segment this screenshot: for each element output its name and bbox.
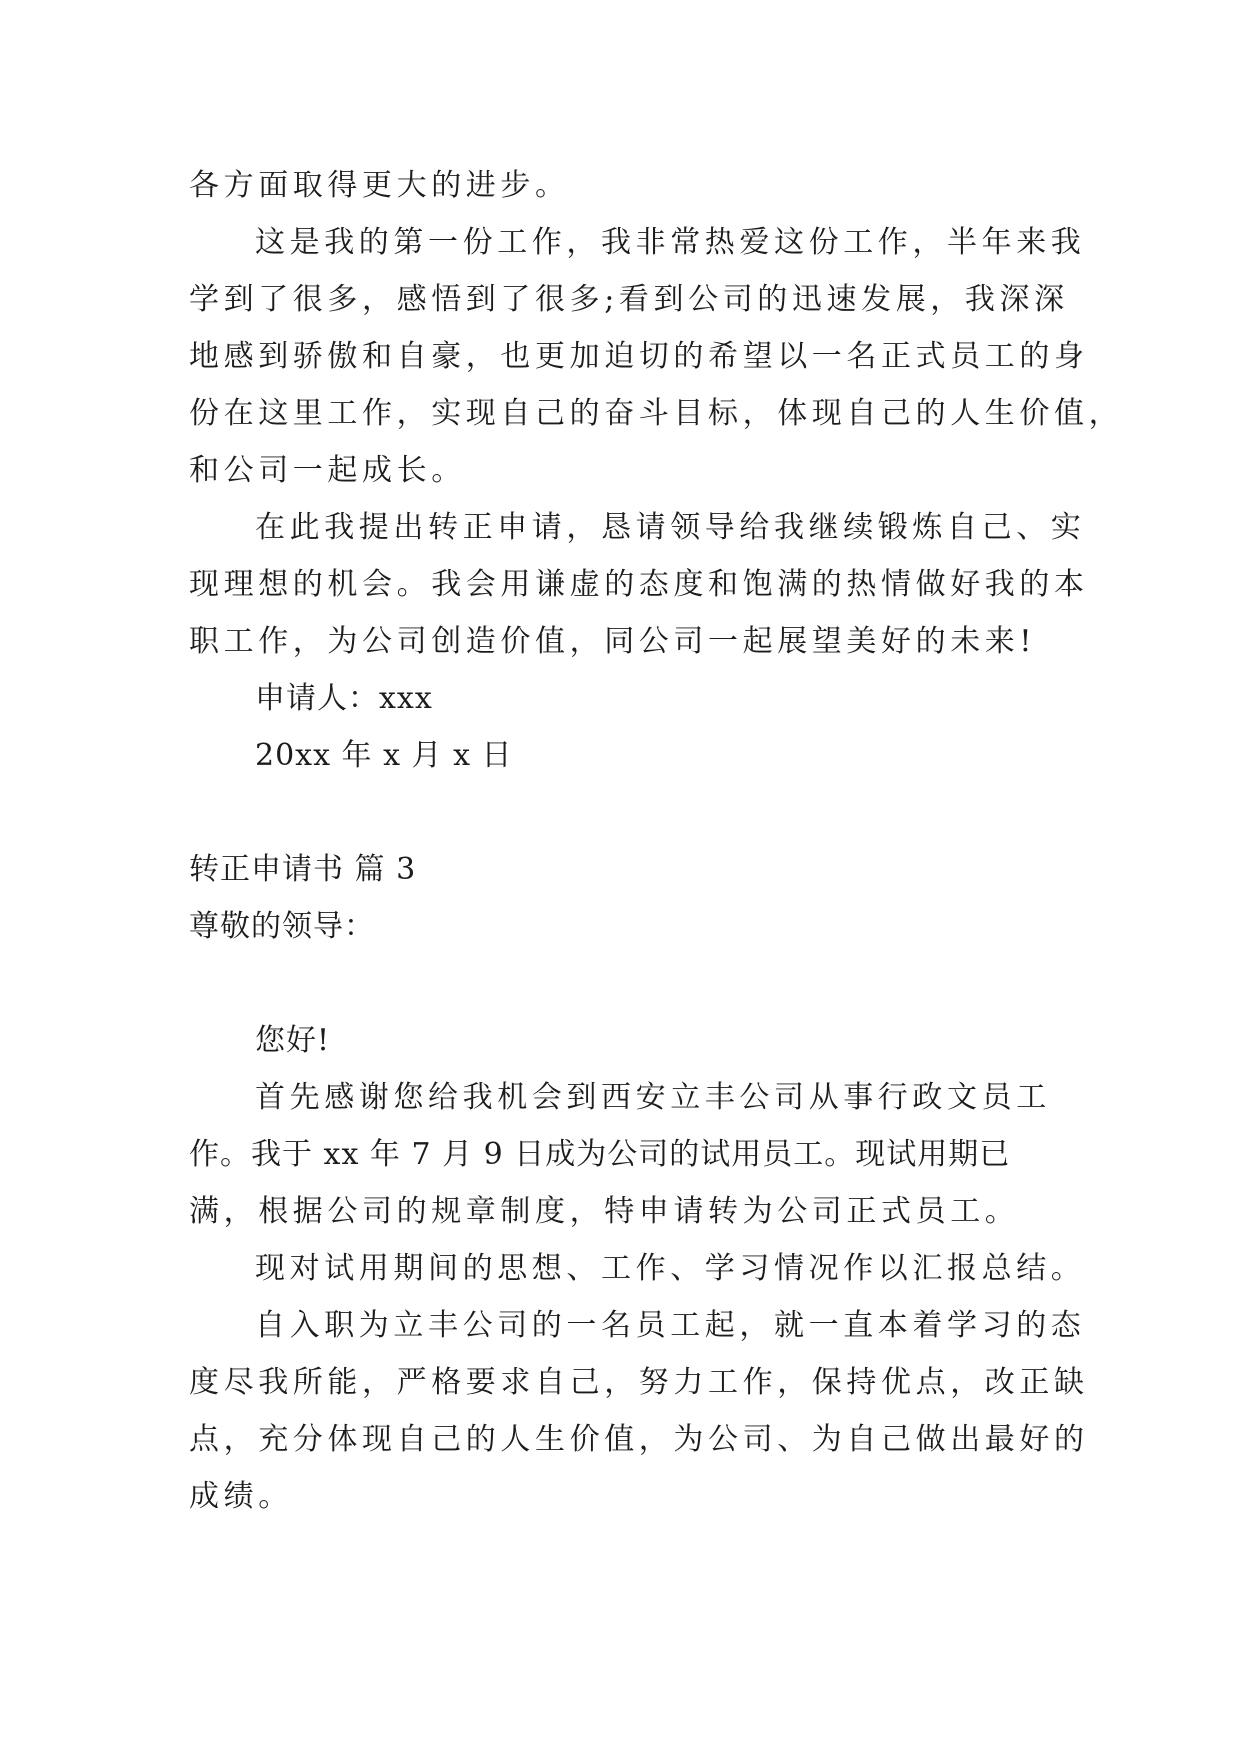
paragraph-line: 和公司一起成长。 [189, 453, 466, 488]
paragraph-line: 现对试用期间的思想、工作、学习情况作以汇报总结。 [255, 1251, 1086, 1286]
section-heading: 转正申请书 篇 3 [189, 852, 417, 887]
paragraph-line: 自入职为立丰公司的一名员工起，就一直本着学习的态 [255, 1308, 1086, 1343]
paragraph-line: 满，根据公司的规章制度，特申请转为公司正式员工。 [189, 1194, 1020, 1229]
paragraph-line: 作。我于 xx 年 7 月 9 日成为公司的试用员工。现试用期已 [189, 1137, 1011, 1172]
paragraph-line: 现理想的机会。我会用谦虚的态度和饱满的热情做好我的本 [189, 567, 1089, 602]
application-date: 20xx 年 x 月 x 日 [255, 738, 513, 773]
paragraph-line: 职工作，为公司创造价值，同公司一起展望美好的未来! [189, 624, 1037, 659]
paragraph-line: 首先感谢您给我机会到西安立丰公司从事行政文员工 [255, 1080, 1051, 1115]
paragraph-line: 这是我的第一份工作，我非常热爱这份工作，半年来我 [255, 225, 1086, 260]
paragraph-line: 点，充分体现自己的人生价值，为公司、为自己做出最好的 [189, 1422, 1089, 1457]
paragraph-line: 地感到骄傲和自豪，也更加迫切的希望以一名正式员工的身 [189, 339, 1089, 374]
paragraph-line: 度尽我所能，严格要求自己，努力工作，保持优点，改正缺 [189, 1365, 1089, 1400]
salutation: 尊敬的领导： [189, 909, 375, 944]
paragraph-line: 学到了很多，感悟到了很多;看到公司的迅速发展，我深深 [189, 282, 1069, 317]
paragraph-line: 成绩。 [189, 1479, 293, 1514]
paragraph-line: 份在这里工作，实现自己的奋斗目标，体现自己的人生价值， [189, 396, 1124, 431]
greeting: 您好! [255, 1023, 331, 1058]
applicant-signature: 申请人：xxx [255, 681, 433, 716]
paragraph-line: 各方面取得更大的进步。 [189, 168, 570, 203]
paragraph-line: 在此我提出转正申请，恳请领导给我继续锻炼自己、实 [255, 510, 1086, 545]
